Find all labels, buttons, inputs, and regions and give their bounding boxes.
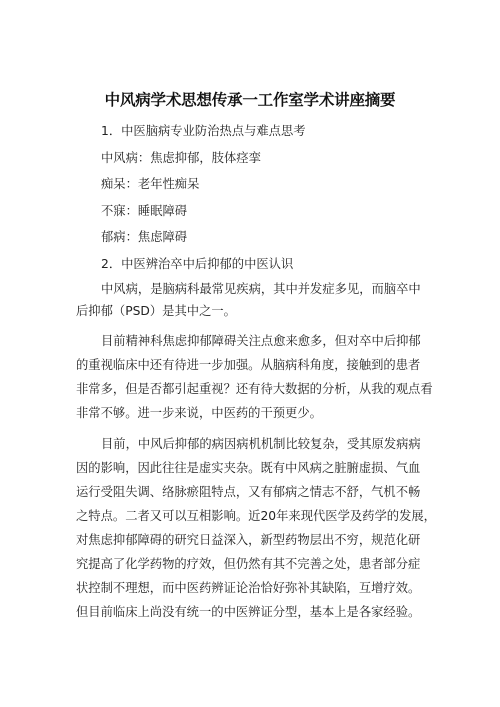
list-item-insomnia: 不寐：睡眠障碍 bbox=[101, 204, 188, 218]
paragraph-3-line-4: 之特点。二者又可以互相影响。近20年来现代医学及药学的发展， bbox=[76, 509, 436, 523]
section-heading-2: 2．中医辨治卒中后抑郁的中医认识 bbox=[101, 257, 294, 271]
paragraph-1-line-1: 中风病，是脑病科最常见疾病，其中并发症多见，而脑卒中 bbox=[101, 282, 421, 296]
paragraph-2-line-1: 目前精神科焦虑抑郁障碍关注点愈来愈多，但对卒中后抑郁 bbox=[101, 334, 421, 348]
paragraph-2-line-2: 的重视临床中还有待进一步加强。从脑病科角度，接触到的患者 bbox=[76, 358, 421, 372]
paragraph-2-line-3: 非常多，但是否都引起重视？还有待大数据的分析，从我的观点看 bbox=[76, 382, 433, 396]
section-heading-1: 1．中医脑病专业防治热点与难点思考 bbox=[101, 124, 306, 138]
paragraph-3-line-8: 但目前临床上尚没有统一的中医辨证分型，基本上是各家经验。 bbox=[76, 605, 421, 619]
list-item-dementia: 痴呆：老年性痴呆 bbox=[101, 177, 200, 191]
paragraph-3-line-3: 运行受阻失调、络脉瘀阻特点，又有郁病之情志不舒，气机不畅 bbox=[76, 485, 421, 499]
paragraph-3-line-5: 对焦虑抑郁障碍的研究日益深入，新型药物层出不穷，规范化研 bbox=[76, 533, 421, 547]
list-item-stroke: 中风病：焦虑抑郁，肢体痉挛 bbox=[101, 151, 261, 165]
paragraph-3-line-6: 究提高了化学药物的疗效，但仍然有其不完善之处，患者部分症 bbox=[76, 557, 421, 571]
paragraph-3-line-2: 因的影响，因此往往是虚实夹杂。既有中风病之脏腑虚损、气血 bbox=[76, 461, 421, 475]
paragraph-3-line-1: 目前，中风后抑郁的病因病机机制比较复杂，受其原发病病 bbox=[101, 437, 421, 451]
paragraph-3-line-7: 状控制不理想，而中医药辨证论治恰好弥补其缺陷，互增疗效。 bbox=[76, 581, 421, 595]
paragraph-2-line-4: 非常不够。进一步来说，中医药的干预更少。 bbox=[76, 406, 322, 420]
list-item-depression: 郁病：焦虑障碍 bbox=[101, 230, 188, 244]
document-title: 中风病学术思想传承一工作室学术讲座摘要 bbox=[104, 91, 396, 109]
paragraph-1-line-2: 后抑郁（PSD）是其中之一。 bbox=[76, 304, 236, 318]
